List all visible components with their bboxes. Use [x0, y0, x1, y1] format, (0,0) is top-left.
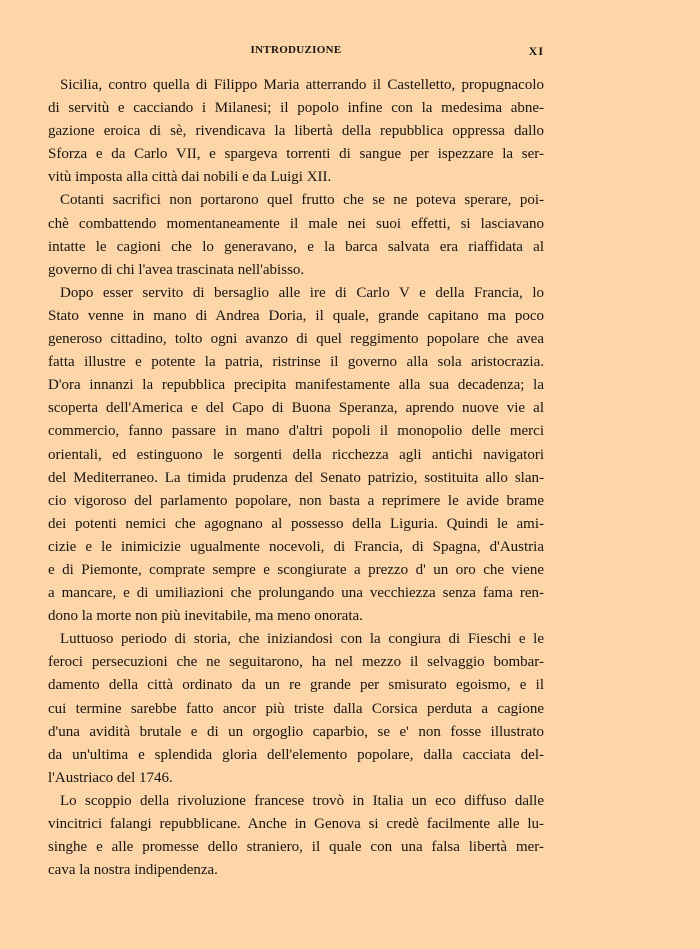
text-line: Lo scoppio della rivoluzione francese trovò in Italia un eco diffuso dalle — [60, 792, 544, 809]
text-line: Sicilia, contro quella di Filippo Maria atterrando il Castelletto, propugnacolo — [60, 77, 544, 93]
text-line: chè combattendo momentaneamente il male nei suoi effetti, si lasciavano — [48, 215, 544, 232]
paragraph — [48, 74, 544, 189]
text-line: vitù imposta alla città dai nobili e da Luigi XII. — [48, 169, 332, 186]
body-text — [48, 74, 544, 882]
text-line: cava la nostra indipendenza. — [48, 862, 218, 879]
text-line: d'una avidità brutale e di un orgoglio caparbio, se e' non fosse illustrato — [48, 723, 544, 740]
text-line: Sforza e da Carlo VII, e spargeva torrenti di sangue per ispezzare la ser- — [48, 146, 544, 163]
text-line: Cotanti sacrifici non portarono quel frutto che se ne poteva sperare, poi- — [60, 192, 544, 209]
text-line: da un'ultima e splendida gloria dell'elemento popolare, dalla cacciata del- — [48, 746, 544, 763]
text-line: D'ora innanzi la repubblica precipita manifestamente alla sua decadenza; la — [48, 377, 544, 394]
running-title: INTRODUZIONE — [250, 44, 342, 56]
text-line: gazione eroica di sè, rivendicava la libertà della repubblica oppressa dallo — [48, 123, 544, 140]
text-line: Stato venne in mano di Andrea Doria, il quale, grande capitano ma poco — [48, 307, 544, 324]
text-line: feroci persecuzioni che ne seguitarono, ha nel mezzo il selvaggio bombar- — [48, 654, 544, 671]
text-line: governo di chi l'avea trascinata nell'abisso. — [48, 261, 305, 278]
text-line: commercio, fanno passare in mano d'altri popoli il monopolio delle merci — [48, 423, 544, 440]
text-line: orientali, ed estinguono le sorgenti della ricchezza agli antichi navigatori — [48, 446, 544, 463]
text-line: del Mediterraneo. La timida prudenza del Senato patrizio, sostituita allo slan- — [48, 469, 544, 486]
text-line: l'Austriaco del 1746. — [48, 769, 173, 786]
paragraph — [48, 790, 544, 882]
text-line: Dopo esser servito di bersaglio alle ire di Carlo V e della Francia, lo — [60, 284, 544, 301]
text-line: dei potenti nemici che agognano al possesso della Liguria. Quindi le ami- — [48, 515, 544, 532]
text-line: generoso cittadino, tolto ogni avanzo di quel reggimento popolare che avea — [48, 331, 544, 348]
text-line: singhe e alle promesse dello straniero, il quale con una falsa libertà mer- — [48, 839, 544, 856]
text-line: a mancare, e di umiliazioni che prolungando una vecchiezza senza fama ren- — [48, 585, 544, 602]
paragraph — [48, 189, 544, 281]
text-line: cio vigoroso del parlamento popolare, non basta a reprimere le avide brame — [48, 492, 544, 509]
paragraph — [48, 282, 544, 628]
text-line: Luttuoso periodo di storia, che iniziandosi con la congiura di Fieschi e le — [60, 631, 544, 648]
text-line: cizie e le inimicizie ugualmente nocevoli, di Francia, di Spagna, d'Austria — [48, 538, 544, 555]
text-line: e di Piemonte, comprate sempre e scongiurate a prezzo d' un oro che viene — [48, 561, 544, 578]
page-number: XI — [528, 44, 544, 58]
text-line: di servitù e cacciando i Milanesi; il popolo infine con la medesima abne- — [48, 100, 544, 117]
text-line: scoperta dell'America e del Capo di Buona Speranza, aprendo nuove vie al — [48, 400, 544, 417]
text-line: dono la morte non più inevitabile, ma meno onorata. — [48, 608, 363, 625]
running-head — [48, 44, 544, 64]
text-line: vincitrici falangi repubblicane. Anche in Genova si credè facilmente alle lu- — [48, 816, 544, 832]
paragraph — [48, 628, 544, 790]
text-line: fatta illustre e potente la patria, ristrinse il governo alla sola aristocrazia. — [48, 354, 544, 371]
text-line: intatte le cagioni che lo generavano, e la barca salvata era riaffidata al — [48, 238, 544, 255]
text-line: damento della città ordinato da un re grande per smisurato egoismo, e il — [48, 677, 544, 694]
text-line: cui termine sarebbe fatto ancor più triste dalla Corsica perduta a cagione — [48, 700, 544, 717]
